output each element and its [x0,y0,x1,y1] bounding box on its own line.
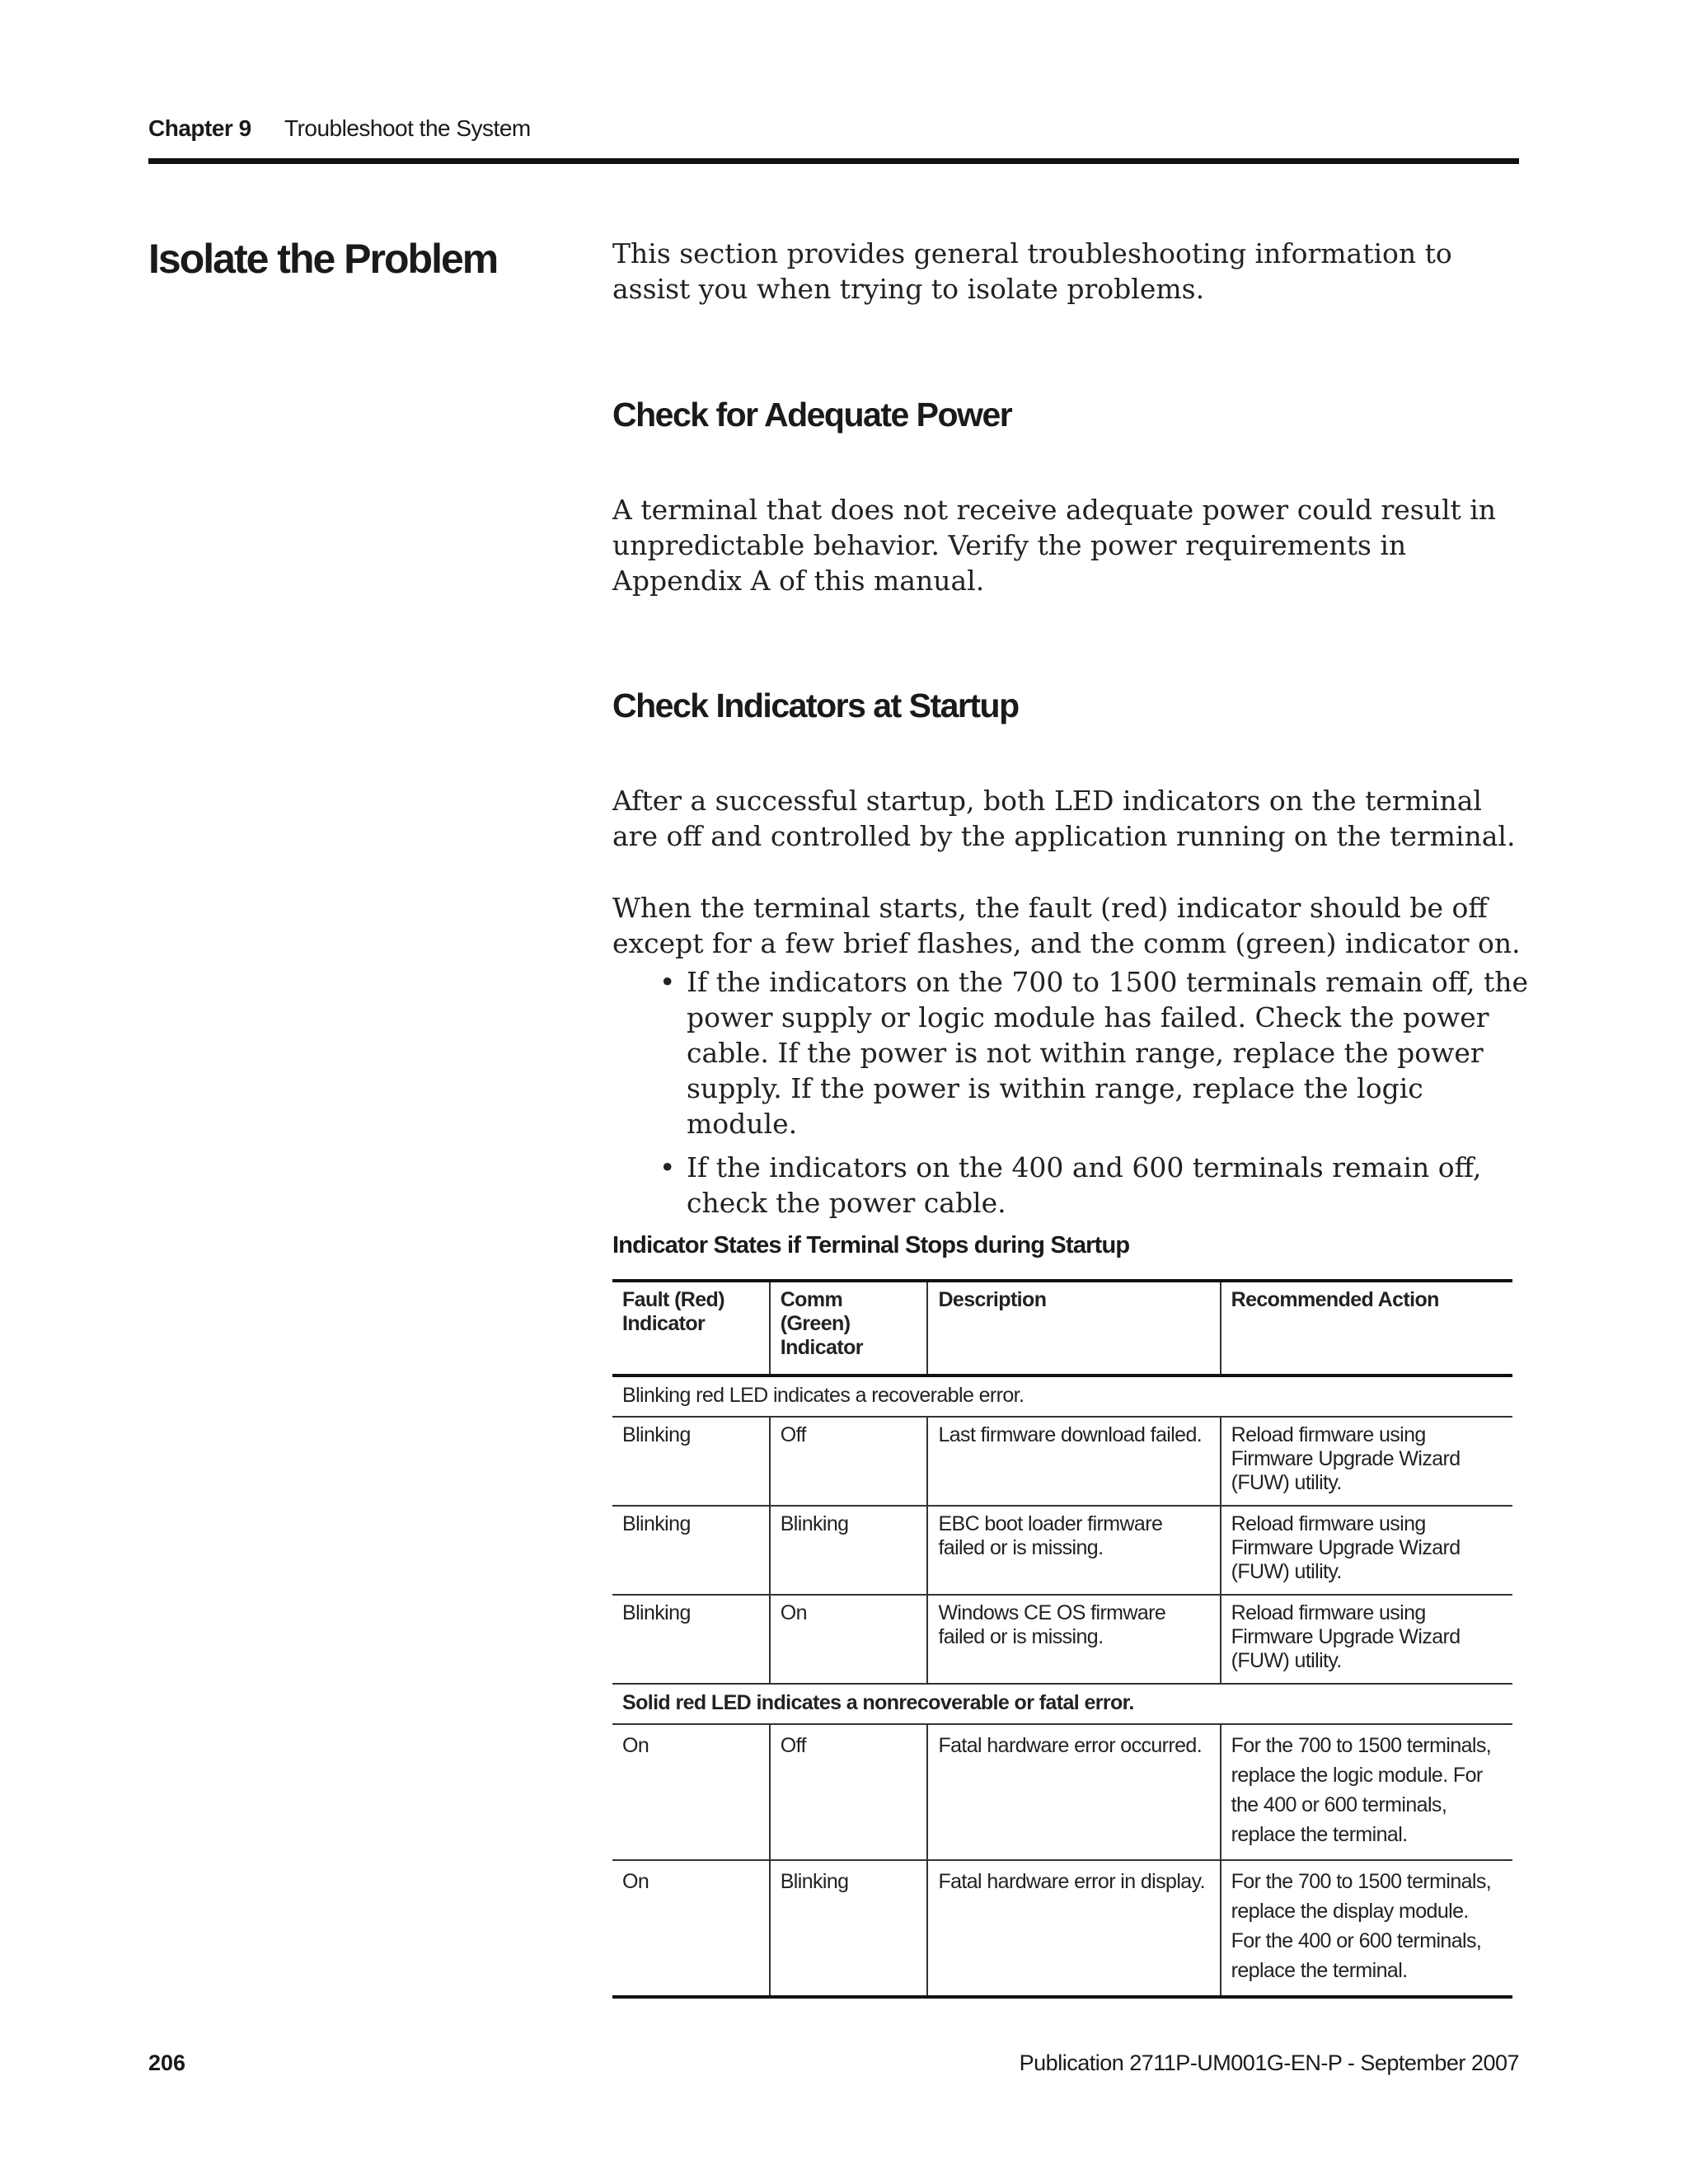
header-fault-indicator: Fault (Red) Indicator [622,1288,724,1335]
running-header [148,115,1519,164]
chapter-label: Chapter 9 [148,115,251,141]
header-recommended-action: Recommended Action [1221,1281,1512,1376]
page-number: 206 [148,2050,186,2075]
list-item-text: If the indicators on the 400 and 600 terminals remain off, check the power cable. [687,1151,1482,1219]
cell-comm: Blinking [770,1506,928,1595]
bullet-icon: • [659,966,676,998]
group-label: Blinking red LED indicates a recoverable error. [622,1384,1025,1407]
indicator-states-table [612,1279,1512,1999]
startup-paragraph-2: When the terminal starts, the fault (red) indicator should be off except for a few brief flashes, and the comm (green) indicator on. [612,892,1521,959]
header-comm-indicator: Comm (Green) Indicator [770,1281,928,1376]
cell-action: Reload firmware using Firmware Upgrade Wizard (FUW) utility. [1221,1417,1512,1506]
table-row [612,1724,1512,1860]
cell-description: EBC boot loader firmware failed or is missing. [927,1506,1220,1595]
cell-description: Fatal hardware error in display. [927,1860,1220,1997]
cell-comm: Off [770,1724,928,1860]
table-row [612,1860,1512,1997]
cell-comm: On [770,1595,928,1684]
cell-description: Windows CE OS firmware failed or is missing. [927,1595,1220,1684]
table-row [612,1595,1512,1684]
cell-fault: Blinking [622,1601,691,1624]
cell-action: Reload firmware using Firmware Upgrade Wizard (FUW) utility. [1221,1506,1512,1595]
cell-comm: Blinking [770,1860,928,1997]
list-item-text: If the indicators on the 700 to 1500 terminals remain off, the power supply or logic module has failed. Check the power cable. If the power is not within range, replace the power supply. If the power is within range, replace the logic module. [687,966,1529,1140]
chapter-title: Troubleshoot the System [284,115,531,141]
table-group-row [612,1684,1512,1724]
cell-action: Reload firmware using Firmware Upgrade Wizard (FUW) utility. [1221,1595,1512,1684]
header-description: Description [927,1281,1220,1376]
startup-paragraph-1: After a successful startup, both LED indicators on the terminal are off and controlled by the application running on the terminal. [612,785,1516,852]
table-row [612,1417,1512,1506]
cell-description: Fatal hardware error occurred. [927,1724,1220,1860]
publication-info: Publication 2711P-UM001G-EN-P - September 2007 [1019,2050,1519,2075]
power-paragraph: A terminal that does not receive adequate power could result in unpredictable behavior. Verify the power requirements in Appendix A of this manual. [612,494,1497,597]
cell-comm: Off [770,1417,928,1506]
table-caption: Indicator States if Terminal Stops during Startup [612,1232,1130,1258]
startup-heading: Check Indicators at Startup [612,687,1019,724]
cell-action: For the 700 to 1500 terminals, replace the display module. For the 400 or 600 terminals, replace the terminal. [1221,1860,1512,1997]
cell-fault: On [622,1870,649,1893]
table-row [612,1506,1512,1595]
table-group-row [612,1376,1512,1417]
cell-fault: On [622,1734,649,1757]
power-heading: Check for Adequate Power [612,396,1012,434]
cell-description: Last firmware download failed. [927,1417,1220,1506]
group-label: Solid red LED indicates a nonrecoverable or fatal error. [622,1691,1134,1714]
list-item [659,1150,1533,1221]
bullet-list [659,964,1533,1229]
cell-action: For the 700 to 1500 terminals, replace the logic module. For the 400 or 600 terminals, replace the terminal. [1221,1724,1512,1860]
cell-fault: Blinking [622,1423,691,1446]
bullet-icon: • [659,1151,676,1183]
section-title: Isolate the Problem [148,236,498,282]
list-item [659,964,1533,1141]
table-header-row [612,1281,1512,1376]
cell-fault: Blinking [622,1512,691,1535]
intro-paragraph: This section provides general troubleshooting information to assist you when trying to isolate problems. [612,237,1452,305]
